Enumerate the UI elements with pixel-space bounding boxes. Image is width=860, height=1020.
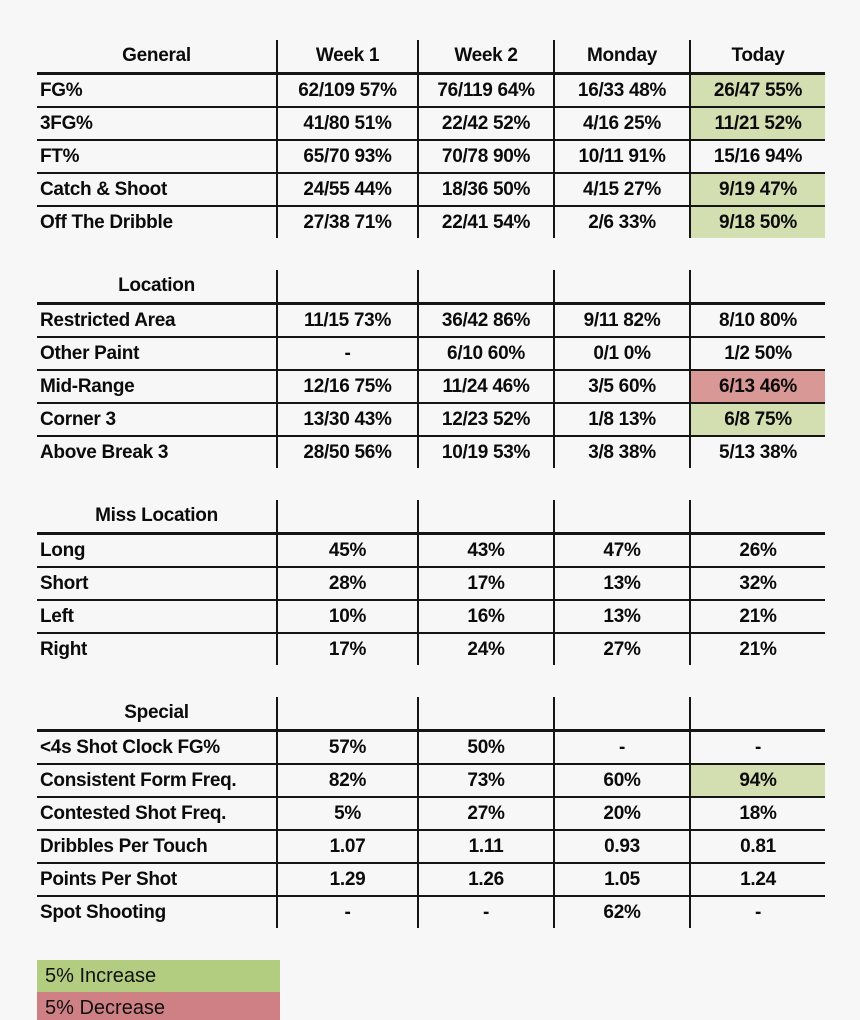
value-cell: 18% bbox=[690, 797, 825, 830]
section-title: General bbox=[37, 40, 277, 74]
value-cell: 28/50 56% bbox=[277, 436, 418, 468]
column-header-week-1: Week 1 bbox=[277, 40, 418, 74]
value-cell: 6/13 46% bbox=[690, 370, 825, 403]
value-cell: 10/19 53% bbox=[418, 436, 554, 468]
value-cell: 18/36 50% bbox=[418, 173, 554, 206]
section-header-row bbox=[37, 40, 825, 74]
value-cell: 17% bbox=[418, 567, 554, 600]
table-row-above-break-3 bbox=[37, 436, 825, 468]
value-cell: 17% bbox=[277, 633, 418, 665]
row-label: Spot Shooting bbox=[40, 902, 166, 923]
value-cell: 41/80 51% bbox=[277, 107, 418, 140]
value-cell: 70/78 90% bbox=[418, 140, 554, 173]
column-header-monday bbox=[554, 270, 690, 304]
column-header-today: Today bbox=[690, 40, 825, 74]
row-label: Off The Dribble bbox=[40, 212, 173, 233]
value-cell: 21% bbox=[690, 633, 825, 665]
legend bbox=[37, 960, 280, 1020]
column-header-week-2 bbox=[418, 697, 554, 731]
value-cell: 5/13 38% bbox=[690, 436, 825, 468]
value-cell: 6/10 60% bbox=[418, 337, 554, 370]
value-cell: 60% bbox=[554, 764, 690, 797]
value-cell: 26/47 55% bbox=[690, 74, 825, 108]
value-cell: 3/5 60% bbox=[554, 370, 690, 403]
value-cell: 62% bbox=[554, 896, 690, 928]
value-cell: 13/30 43% bbox=[277, 403, 418, 436]
value-cell: 73% bbox=[418, 764, 554, 797]
section-table-special bbox=[37, 697, 825, 928]
value-cell: 32% bbox=[690, 567, 825, 600]
section-table-location bbox=[37, 270, 825, 468]
value-cell: 10% bbox=[277, 600, 418, 633]
column-header-week-1 bbox=[277, 500, 418, 534]
row-label: Corner 3 bbox=[37, 403, 277, 436]
row-label: Long bbox=[37, 534, 277, 568]
value-cell: 13% bbox=[554, 567, 690, 600]
row-label: Other Paint bbox=[37, 337, 277, 370]
value-cell: 57% bbox=[277, 731, 418, 765]
row-label: Contested Shot Freq. bbox=[37, 797, 277, 830]
value-cell: 1/2 50% bbox=[690, 337, 825, 370]
value-cell: 50% bbox=[418, 731, 554, 765]
value-cell: 26% bbox=[690, 534, 825, 568]
value-cell: 28% bbox=[277, 567, 418, 600]
table-row-short bbox=[37, 567, 825, 600]
row-label: Dribbles Per Touch bbox=[37, 830, 277, 863]
value-cell: 94% bbox=[690, 764, 825, 797]
value-cell: 43% bbox=[418, 534, 554, 568]
value-cell: 65/70 93% bbox=[277, 140, 418, 173]
value-cell: 45% bbox=[277, 534, 418, 568]
value-cell: 1.11 bbox=[418, 830, 554, 863]
row-label: Mid-Range bbox=[37, 370, 277, 403]
table-row-points-per-shot bbox=[37, 863, 825, 896]
section-header-row bbox=[37, 697, 825, 731]
value-cell: 0.81 bbox=[690, 830, 825, 863]
table-row-3fg bbox=[37, 107, 825, 140]
value-cell: 12/23 52% bbox=[418, 403, 554, 436]
legend-item-increase: 5% Increase bbox=[37, 960, 280, 992]
value-cell: 9/19 47% bbox=[690, 173, 825, 206]
value-cell: 16% bbox=[418, 600, 554, 633]
table-row-dribbles-per-touch bbox=[37, 830, 825, 863]
value-cell: 3/8 38% bbox=[554, 436, 690, 468]
row-label: Right bbox=[40, 639, 88, 660]
table-row-fg bbox=[37, 74, 825, 108]
table-row-consistent-form-freq bbox=[37, 764, 825, 797]
row-label: Above Break 3 bbox=[40, 442, 169, 463]
section-table-general bbox=[37, 40, 825, 238]
row-label: Left bbox=[37, 600, 277, 633]
table-row-other-paint bbox=[37, 337, 825, 370]
legend-item-decrease: 5% Decrease bbox=[37, 992, 280, 1020]
column-header-week-2 bbox=[418, 500, 554, 534]
section-title: Special bbox=[37, 697, 277, 731]
table-row-ft bbox=[37, 140, 825, 173]
column-header-week-2: Week 2 bbox=[418, 40, 554, 74]
table-row-off-the-dribble bbox=[37, 206, 825, 238]
column-header-today bbox=[690, 500, 825, 534]
table-row-contested-shot-freq bbox=[37, 797, 825, 830]
column-header-monday bbox=[554, 500, 690, 534]
value-cell: - bbox=[690, 731, 825, 765]
value-cell: 76/119 64% bbox=[418, 74, 554, 108]
row-label: 3FG% bbox=[37, 107, 277, 140]
row-label: Points Per Shot bbox=[37, 863, 277, 896]
value-cell: 5% bbox=[277, 797, 418, 830]
value-cell: 20% bbox=[554, 797, 690, 830]
value-cell: 4/15 27% bbox=[554, 173, 690, 206]
value-cell: 22/42 52% bbox=[418, 107, 554, 140]
table-row-restricted-area bbox=[37, 304, 825, 338]
value-cell: 27/38 71% bbox=[277, 206, 418, 238]
value-cell: - bbox=[277, 337, 418, 370]
value-cell: 11/24 46% bbox=[418, 370, 554, 403]
section-table-miss-location bbox=[37, 500, 825, 665]
value-cell: 36/42 86% bbox=[418, 304, 554, 338]
value-cell: 12/16 75% bbox=[277, 370, 418, 403]
value-cell: 15/16 94% bbox=[690, 140, 825, 173]
section-header-row bbox=[37, 270, 825, 304]
value-cell: 2/6 33% bbox=[554, 206, 690, 238]
value-cell: 0.93 bbox=[554, 830, 690, 863]
value-cell: 1/8 13% bbox=[554, 403, 690, 436]
value-cell: 27% bbox=[554, 633, 690, 665]
table-row-long bbox=[37, 534, 825, 568]
value-cell: 82% bbox=[277, 764, 418, 797]
value-cell: 11/21 52% bbox=[690, 107, 825, 140]
value-cell: - bbox=[690, 896, 825, 928]
value-cell: 11/15 73% bbox=[277, 304, 418, 338]
value-cell: 21% bbox=[690, 600, 825, 633]
section-header-row bbox=[37, 500, 825, 534]
value-cell: 6/8 75% bbox=[690, 403, 825, 436]
value-cell: 0/1 0% bbox=[554, 337, 690, 370]
column-header-today bbox=[690, 270, 825, 304]
value-cell: 27% bbox=[418, 797, 554, 830]
column-header-week-1 bbox=[277, 697, 418, 731]
table-row-4s-shot-clock-fg bbox=[37, 731, 825, 765]
table-row-spot-shooting bbox=[37, 896, 825, 928]
value-cell: 9/18 50% bbox=[690, 206, 825, 238]
value-cell: 1.26 bbox=[418, 863, 554, 896]
stats-tables bbox=[37, 40, 825, 1020]
row-label: <4s Shot Clock FG% bbox=[37, 731, 277, 765]
row-label: FG% bbox=[37, 74, 277, 108]
row-label: Short bbox=[37, 567, 277, 600]
section-title: Miss Location bbox=[37, 500, 277, 534]
value-cell: 1.29 bbox=[277, 863, 418, 896]
column-header-week-2 bbox=[418, 270, 554, 304]
value-cell: 16/33 48% bbox=[554, 74, 690, 108]
value-cell: - bbox=[277, 896, 418, 928]
value-cell: - bbox=[418, 896, 554, 928]
value-cell: 24/55 44% bbox=[277, 173, 418, 206]
column-header-monday bbox=[554, 697, 690, 731]
column-header-week-1 bbox=[277, 270, 418, 304]
table-row-corner-3 bbox=[37, 403, 825, 436]
table-row-mid-range bbox=[37, 370, 825, 403]
value-cell: 47% bbox=[554, 534, 690, 568]
value-cell: - bbox=[554, 731, 690, 765]
value-cell: 13% bbox=[554, 600, 690, 633]
value-cell: 22/41 54% bbox=[418, 206, 554, 238]
value-cell: 1.07 bbox=[277, 830, 418, 863]
value-cell: 8/10 80% bbox=[690, 304, 825, 338]
section-title: Location bbox=[37, 270, 277, 304]
row-label: Catch & Shoot bbox=[37, 173, 277, 206]
value-cell: 1.24 bbox=[690, 863, 825, 896]
table-row-catch-shoot bbox=[37, 173, 825, 206]
value-cell: 4/16 25% bbox=[554, 107, 690, 140]
row-label: FT% bbox=[37, 140, 277, 173]
column-header-monday: Monday bbox=[554, 40, 690, 74]
table-row-right bbox=[37, 633, 825, 665]
value-cell: 24% bbox=[418, 633, 554, 665]
table-row-left bbox=[37, 600, 825, 633]
row-label: Consistent Form Freq. bbox=[37, 764, 277, 797]
value-cell: 62/109 57% bbox=[277, 74, 418, 108]
value-cell: 1.05 bbox=[554, 863, 690, 896]
value-cell: 10/11 91% bbox=[554, 140, 690, 173]
row-label: Restricted Area bbox=[37, 304, 277, 338]
value-cell: 9/11 82% bbox=[554, 304, 690, 338]
column-header-today bbox=[690, 697, 825, 731]
